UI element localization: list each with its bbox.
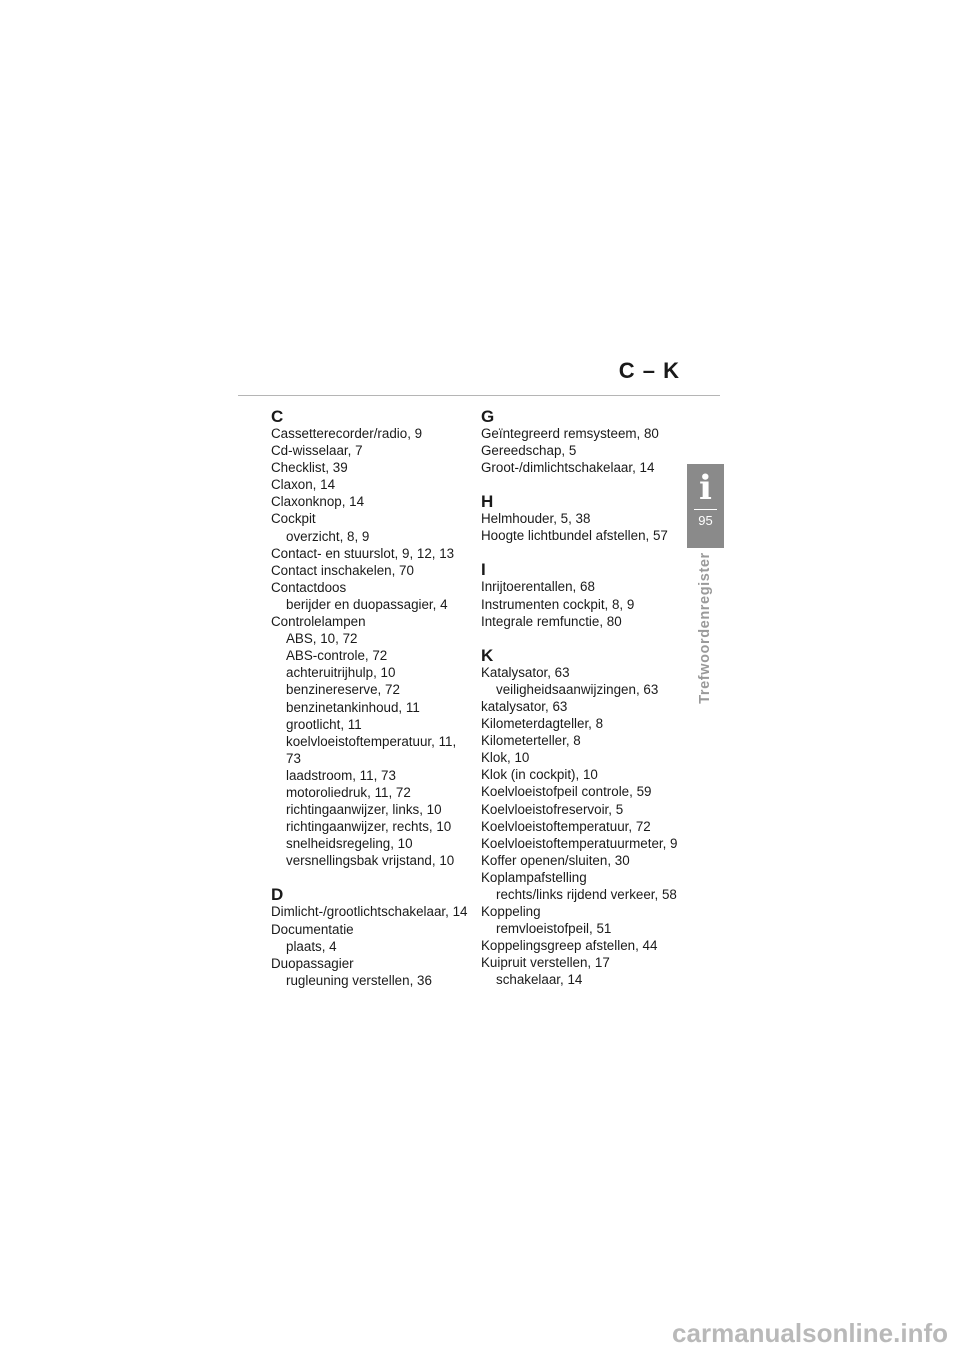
index-subentry: veiligheidsaanwijzingen, 63 <box>496 681 659 697</box>
index-letter-heading: H <box>481 492 494 512</box>
index-letter-heading: G <box>481 407 495 426</box>
index-entry: Klok (in cockpit), 10 <box>481 767 598 783</box>
index-subentry: benzinereserve, 72 <box>286 682 400 698</box>
index-subentry: grootlicht, 11 <box>286 716 362 732</box>
index-entry: Koelvloeistofreservoir, 5 <box>481 801 624 817</box>
index-entry: Gereedschap, 5 <box>481 443 577 459</box>
index-subentry: remvloeistofpeil, 51 <box>496 921 612 937</box>
index-entry: Cassetterecorder/radio, 9 <box>271 426 423 441</box>
index-section <box>271 408 476 869</box>
page-title: C – K <box>618 358 680 383</box>
index-letter-heading: K <box>481 645 494 665</box>
index-subentry: achteruitrijhulp, 10 <box>286 665 396 681</box>
index-subentry: benzinetankinhoud, 11 <box>286 699 420 715</box>
index-letter-heading: I <box>481 560 486 580</box>
index-subentry: ABS-controle, 72 <box>286 648 388 664</box>
index-entry: Contact- en stuurslot, 9, 12, 13 <box>271 545 455 561</box>
index-entry: Kilometerdagteller, 8 <box>481 716 604 732</box>
index-entry: Cockpit <box>271 511 316 527</box>
index-entry: Inrijtoerentallen, 68 <box>481 579 595 595</box>
index-entry: katalysator, 63 <box>481 698 568 714</box>
index-entry: Instrumenten cockpit, 8, 9 <box>481 596 635 612</box>
info-icon: i <box>699 468 712 508</box>
section-spacer <box>481 476 686 493</box>
index-entry: Integrale remfunctie, 80 <box>481 613 622 629</box>
index-subentry: ABS, 10, 72 <box>286 631 358 647</box>
watermark: carmanualsonline.info <box>672 1318 948 1348</box>
section-side-label: Trefwoordenregister <box>697 552 713 704</box>
index-subentry: 73 <box>286 750 301 766</box>
index-subentry: snelheidsregeling, 10 <box>286 836 413 852</box>
tab-divider <box>694 509 717 510</box>
index-entry: Contactdoos <box>271 579 347 595</box>
index-entry: Claxonknop, 14 <box>271 494 365 510</box>
index-section <box>481 493 686 544</box>
section-tab <box>687 464 724 548</box>
index-column-right <box>481 408 686 989</box>
index-subentry: motoroliedruk, 11, 72 <box>286 784 411 800</box>
index-entry: Helmhouder, 5, 38 <box>481 511 591 527</box>
index-letter-heading: D <box>271 885 284 905</box>
index-entry: Klok, 10 <box>481 750 530 766</box>
index-entry: Contact inschakelen, 70 <box>271 562 414 578</box>
index-subentry: berijder en duopassagier, 4 <box>286 596 448 612</box>
index-entry: Groot-/dimlichtschakelaar, 14 <box>481 460 655 476</box>
index-subentry: rechts/links rijdend verkeer, 58 <box>496 886 677 902</box>
index-subentry: plaats, 4 <box>286 938 337 954</box>
index-entry: Kilometerteller, 8 <box>481 733 581 749</box>
index-letter-heading: C <box>271 407 284 426</box>
section-spacer <box>481 544 686 561</box>
index-subentry: richtingaanwijzer, links, 10 <box>286 802 442 818</box>
index-entry: Controlelampen <box>271 614 366 630</box>
index-entry: Koppeling <box>481 904 541 920</box>
index-entry: Documentatie <box>271 921 354 937</box>
index-subentry: schakelaar, 14 <box>496 972 583 988</box>
index-entry: Koppelingsgreep afstellen, 44 <box>481 938 658 954</box>
index-entry: Claxon, 14 <box>271 477 336 493</box>
index-entry: Koelvloeistoftemperatuur, 72 <box>481 818 651 834</box>
index-entry: Dimlicht-/grootlichtschakelaar, 14 <box>271 904 468 920</box>
index-entry: Koplampafstelling <box>481 869 587 885</box>
index-column-left <box>271 408 476 989</box>
index-entry: Duopassagier <box>271 955 354 971</box>
page-number: 95 <box>698 513 713 528</box>
index-entry: Koelvloeistofpeil controle, 59 <box>481 784 652 800</box>
index-entry: Katalysator, 63 <box>481 664 570 680</box>
index-subentry: rugleuning verstellen, 36 <box>286 972 432 988</box>
index-entry: Koffer openen/sluiten, 30 <box>481 852 630 868</box>
index-entry: Kuipruit verstellen, 17 <box>481 955 610 971</box>
index-section <box>271 886 476 988</box>
section-spacer <box>271 869 476 886</box>
section-spacer <box>481 630 686 647</box>
index-section <box>481 647 686 989</box>
index-subentry: koelvloeistoftemperatuur, 11, <box>286 733 457 749</box>
index-entry: Cd-wisselaar, 7 <box>271 443 363 459</box>
index-section <box>481 408 686 476</box>
index-subentry: overzicht, 8, 9 <box>286 528 370 544</box>
index-entry: Checklist, 39 <box>271 460 348 476</box>
index-entry: Hoogte lichtbundel afstellen, 57 <box>481 528 668 544</box>
index-entry: Geïntegreerd remsysteem, 80 <box>481 426 659 441</box>
index-subentry: richtingaanwijzer, rechts, 10 <box>286 819 452 835</box>
index-entry: Koelvloeistoftemperatuurmeter, 9 <box>481 835 678 851</box>
header-divider <box>238 395 720 396</box>
index-section <box>481 561 686 629</box>
index-subentry: versnellingsbak vrijstand, 10 <box>286 853 455 869</box>
index-subentry: laadstroom, 11, 73 <box>286 767 396 783</box>
